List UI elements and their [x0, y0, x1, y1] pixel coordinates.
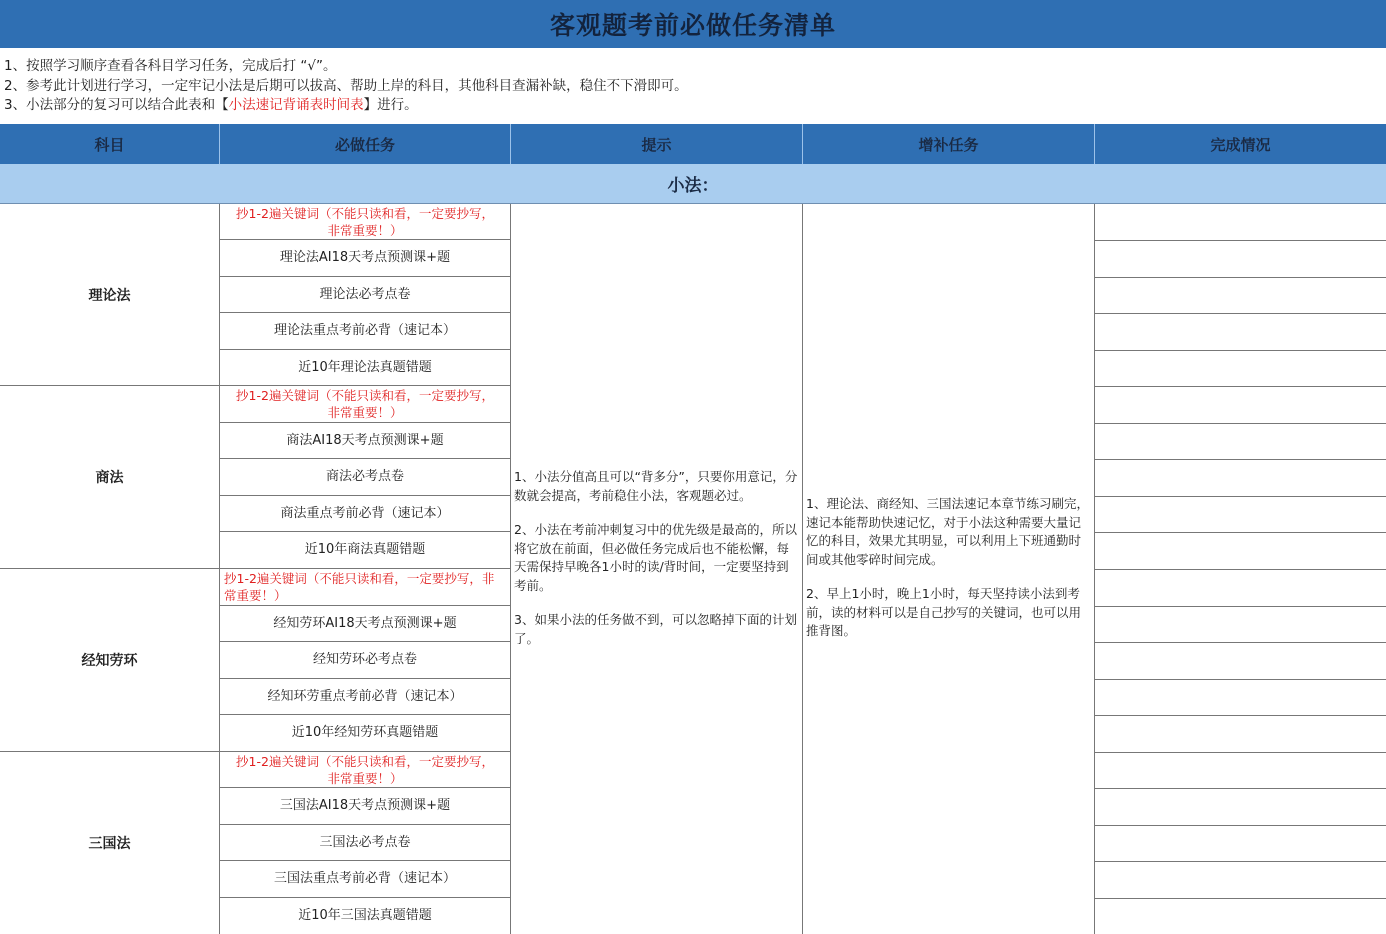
- hint-text: 1、小法分值高且可以“背多分”，只要你用意记，分数就会提高，考前稳住小法，客观题必过。: [514, 469, 798, 503]
- task-item: 三国法必考点卷: [220, 825, 511, 861]
- subject-cell: 理论法: [0, 204, 220, 386]
- status-row-divider: [1095, 788, 1386, 789]
- header-subject: 科目: [0, 124, 220, 164]
- task-item: 经知环劳重点考前必背（速记本）: [220, 679, 511, 715]
- subject-cell: 经知劳环: [0, 569, 220, 752]
- task-item: 三国法AI18天考点预测课+题: [220, 788, 511, 825]
- task-item: 理论法重点考前必背（速记本）: [220, 313, 511, 350]
- hint-text: 2、小法在考前冲刺复习中的优先级是最高的，所以将它放在前面，但必做任务完成后也不能松懈，每天需保持早晚各1小时的读/背时间，一定要坚持到考前。: [514, 522, 797, 593]
- page-title: 客观题考前必做任务清单: [0, 0, 1386, 48]
- extra-task-text: 1、理论法、商经知、三国法速记本章节练习刷完，速记本能帮助快速记忆，对于小法这种需要大量记忆的科目，效果尤其明显，可以利用上下班通勤时间或其他零碎时间完成。: [806, 496, 1089, 567]
- hint-text: 3、如果小法的任务做不到，可以忽略掉下面的计划了。: [514, 612, 797, 646]
- note-3-link[interactable]: 小法速记背诵表时间表: [228, 97, 364, 113]
- status-row-divider: [1095, 715, 1386, 716]
- status-row-divider: [1095, 240, 1386, 241]
- header-required-task: 必做任务: [220, 124, 511, 164]
- table-header: [0, 124, 1386, 164]
- status-row-divider: [1095, 496, 1386, 497]
- header-status: 完成情况: [1210, 135, 1271, 154]
- instructions: [0, 48, 1386, 124]
- status-row-divider: [1095, 569, 1386, 570]
- task-item: 商法AI18天考点预测课+题: [220, 423, 511, 459]
- task-item: 抄1-2遍关键词（不能只读和看，一定要抄写，非常重要！）: [220, 204, 511, 240]
- task-item: 抄1-2遍关键词（不能只读和看，一定要抄写，非常重要！）: [220, 752, 511, 788]
- task-item: 抄1-2遍关键词（不能只读和看，一定要抄写，非常重要！）: [220, 569, 511, 606]
- header-hint: 提示: [511, 124, 803, 164]
- subject-cell: 三国法: [0, 752, 220, 934]
- extra-task-text: 2、早上1小时，晚上1小时，每天坚持读小法到考前，读的材料可以是自己抄写的关键词，也可以用推背图。: [806, 586, 1082, 638]
- task-table: [0, 204, 1386, 934]
- task-item: 商法重点考前必背（速记本）: [220, 496, 511, 532]
- task-item: 近10年三国法真题错题: [220, 898, 511, 934]
- status-row-divider: [1095, 277, 1386, 278]
- status-row-divider: [1095, 898, 1386, 899]
- task-item: 抄1-2遍关键词（不能只读和看，一定要抄写，非常重要！）: [220, 386, 511, 423]
- status-row-divider: [1095, 350, 1386, 351]
- task-item: 商法必考点卷: [220, 459, 511, 496]
- status-row-divider: [1095, 825, 1386, 826]
- task-item: 理论法必考点卷: [220, 277, 511, 313]
- note-3: [4, 96, 1386, 116]
- task-item: 三国法重点考前必背（速记本）: [220, 861, 511, 898]
- status-row-divider: [1095, 606, 1386, 607]
- task-item: 近10年经知劳环真题错题: [220, 715, 511, 752]
- note-2: 2、参考此计划进行学习，一定牢记小法是后期可以拔高、帮助上岸的科目，其他科目查漏补缺，稳住不下滑即可。: [4, 77, 688, 94]
- note-3-prefix: 3、小法部分的复习可以结合此表和【: [4, 97, 229, 113]
- header-extra-task: 增补任务: [803, 124, 1095, 164]
- status-row-divider: [1095, 459, 1386, 460]
- subject-cell: 商法: [0, 386, 220, 569]
- extra-task-cell: [803, 204, 1095, 934]
- section-title: 小法：: [0, 164, 1386, 204]
- status-row-divider: [1095, 532, 1386, 533]
- status-row-divider: [1095, 752, 1386, 753]
- task-item: 近10年理论法真题错题: [220, 350, 511, 386]
- status-row-divider: [1095, 861, 1386, 862]
- task-item: 经知劳环必考点卷: [220, 642, 511, 679]
- status-row-divider: [1095, 386, 1386, 387]
- task-item: 经知劳环AI18天考点预测课+题: [220, 606, 511, 642]
- note-1: 1、按照学习顺序查看各科目学习任务，完成后打 “√”。: [4, 58, 337, 74]
- status-row-divider: [1095, 423, 1386, 424]
- note-3-suffix: 】进行。: [363, 97, 418, 113]
- status-row-divider: [1095, 313, 1386, 314]
- task-item: 近10年商法真题错题: [220, 532, 511, 569]
- hint-cell: [511, 204, 803, 934]
- status-row-divider: [1095, 679, 1386, 680]
- status-row-divider: [1095, 642, 1386, 643]
- task-item: 理论法AI18天考点预测课+题: [220, 240, 511, 277]
